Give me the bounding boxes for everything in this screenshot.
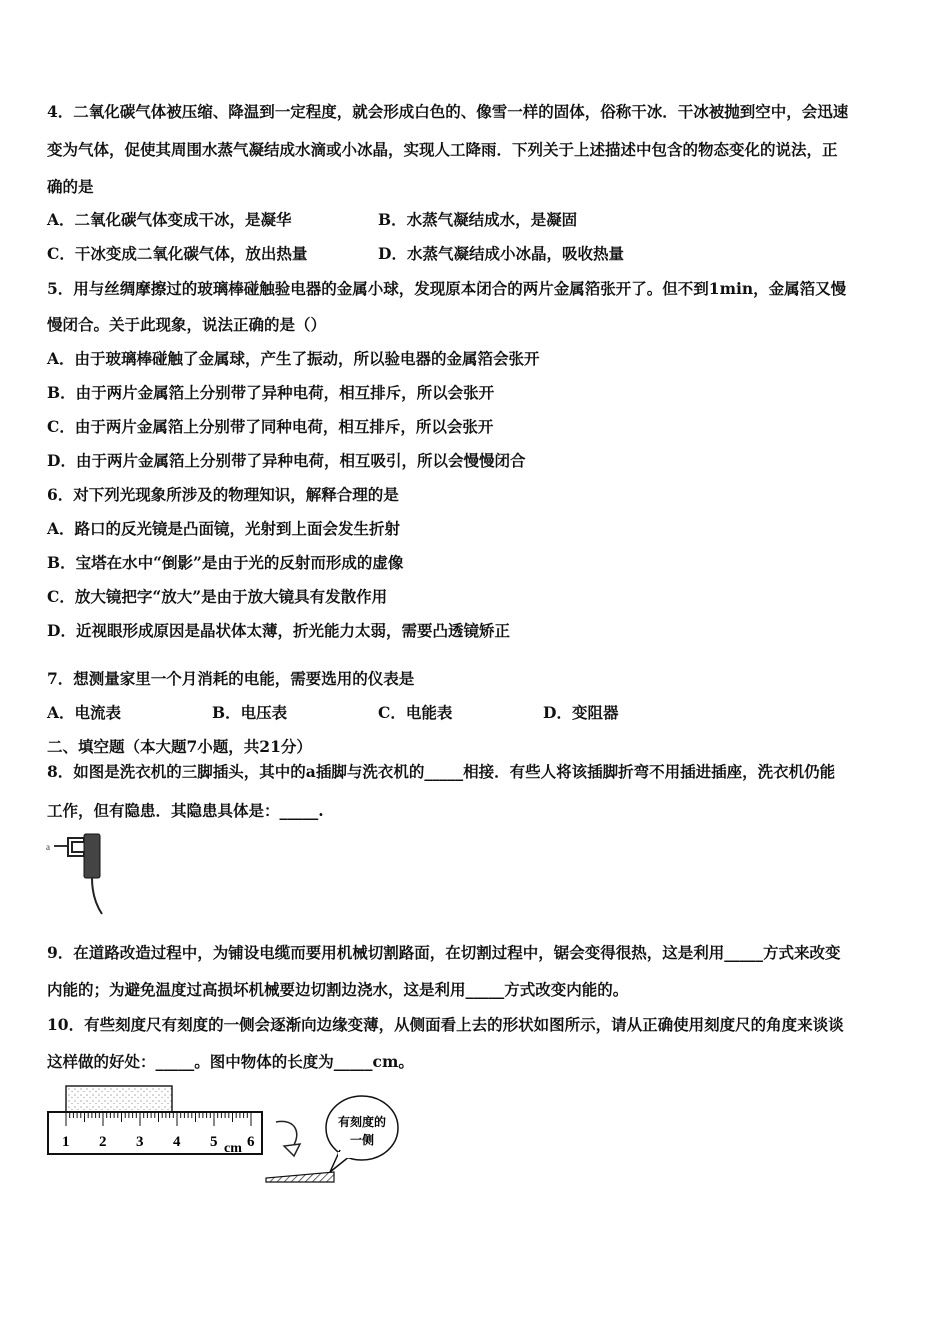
q4-stem-line-1: 4．二氧化碳气体被压缩、降温到一定程度，就会形成白色的、像雪一样的固体，俗称干冰．干冰被抛到空中，会迅速 — [47, 102, 849, 121]
q6-stem: 6．对下列光现象所涉及的物理知识，解释合理的是 — [47, 485, 399, 504]
ruler-tick-label: 2 — [99, 1134, 107, 1150]
measured-object — [66, 1086, 172, 1112]
ruler-tick-label: 1 — [62, 1134, 70, 1150]
q5-stem-line-2: 慢闭合。关于此现象，说法正确的是（） — [47, 315, 327, 334]
q7-option-a: A．电流表 — [47, 703, 122, 722]
q7-option-d: D．变阻器 — [543, 703, 619, 722]
q7-stem: 7．想测量家里一个月消耗的电能，需要选用的仪表是 — [47, 669, 415, 688]
q4-option-b: B．水蒸气凝结成水，是凝固 — [378, 210, 578, 229]
q5-option-d: D．由于两片金属箔上分别带了异种电荷，相互吸引，所以会慢慢闭合 — [47, 451, 526, 470]
q6-option-b: B．宝塔在水中“倒影”是由于光的反射而形成的虚像 — [47, 553, 404, 572]
ruler-unit: cm — [224, 1141, 242, 1156]
ruler-side-view — [266, 1172, 334, 1182]
arrow-curve — [276, 1121, 297, 1148]
q9-stem-line-2: 内能的；为避免温度过高损坏机械要边切割边浇水，这是利用_____方式改变内能的。 — [47, 980, 629, 999]
q7-option-c: C．电能表 — [378, 703, 453, 722]
q4-option-c: C．干冰变成二氧化碳气体，放出热量 — [47, 244, 308, 263]
three-pin-plug-figure — [44, 828, 114, 918]
q5-stem-line-1: 5．用与丝绸摩擦过的玻璃棒碰触验电器的金属小球，发现原本闭合的两片金属箔张开了。但不到1min，金属箔又慢 — [47, 279, 847, 298]
ruler-tick-label: 3 — [136, 1134, 144, 1150]
q6-option-a: A．路口的反光镜是凸面镜，光射到上面会发生折射 — [47, 519, 401, 538]
q10-stem-line-2: 这样做的好处：_____。图中物体的长度为_____cm。 — [47, 1052, 414, 1071]
q8-stem-line-2: 工作，但有隐患．其隐患具体是：_____. — [47, 801, 324, 820]
arrow-head-icon — [284, 1144, 300, 1156]
ruler-tick-label: 6 — [247, 1134, 255, 1150]
q5-option-c: C．由于两片金属箔上分别带了同种电荷，相互排斥，所以会张开 — [47, 417, 494, 436]
ruler-tick-label: 5 — [210, 1134, 218, 1150]
q6-option-d: D．近视眼形成原因是晶状体太薄，折光能力太弱，需要凸透镜矫正 — [47, 621, 510, 640]
q4-option-d: D．水蒸气凝结成小冰晶，吸收热量 — [378, 244, 624, 263]
plug-pin-a-label: a — [46, 842, 50, 852]
q5-option-b: B．由于两片金属箔上分别带了异种电荷，相互排斥，所以会张开 — [47, 383, 495, 402]
q10-stem-line-1: 10．有些刻度尺有刻度的一侧会逐渐向边缘变薄，从侧面看上去的形状如图所示，请从正确使用刻度尺的角度来谈谈 — [47, 1015, 844, 1034]
q8-stem-line-1: 8．如图是洗衣机的三脚插头，其中的a插脚与洗衣机的_____相接．有些人将该插脚折弯不用插进插座，洗衣机仍能 — [47, 762, 836, 781]
ruler-tick-label: 4 — [173, 1134, 181, 1150]
q6-option-c: C．放大镜把字“放大”是由于放大镜具有发散作用 — [47, 587, 388, 606]
q4-stem-line-2: 变为气体，促使其周围水蒸气凝结成水滴或小冰晶，实现人工降雨．下列关于上述描述中包含的物态变化的说法，正 — [47, 140, 838, 159]
plug-cord — [92, 878, 102, 914]
q7-option-b: B．电压表 — [212, 703, 288, 722]
bubble-text-line-2: 一侧 — [349, 1133, 375, 1147]
plug-pins — [68, 838, 84, 856]
q4-stem-line-3: 确的是 — [47, 177, 94, 196]
q4-option-a: A．二氧化碳气体变成干冰，是凝华 — [47, 210, 292, 229]
section-2-title: 二、填空题（本大题7小题，共21分） — [47, 737, 312, 756]
bubble-text-line-1: 有刻度的 — [337, 1115, 387, 1129]
q5-option-a: A．由于玻璃棒碰触了金属球，产生了振动，所以验电器的金属箔会张开 — [47, 349, 540, 368]
q9-stem-line-1: 9．在道路改造过程中，为铺设电缆而要用机械切割路面，在切割过程中，锯会变得很热，这是利用_____方式来改变 — [47, 943, 841, 962]
plug-body — [84, 834, 100, 878]
ruler-figure — [44, 1082, 404, 1192]
